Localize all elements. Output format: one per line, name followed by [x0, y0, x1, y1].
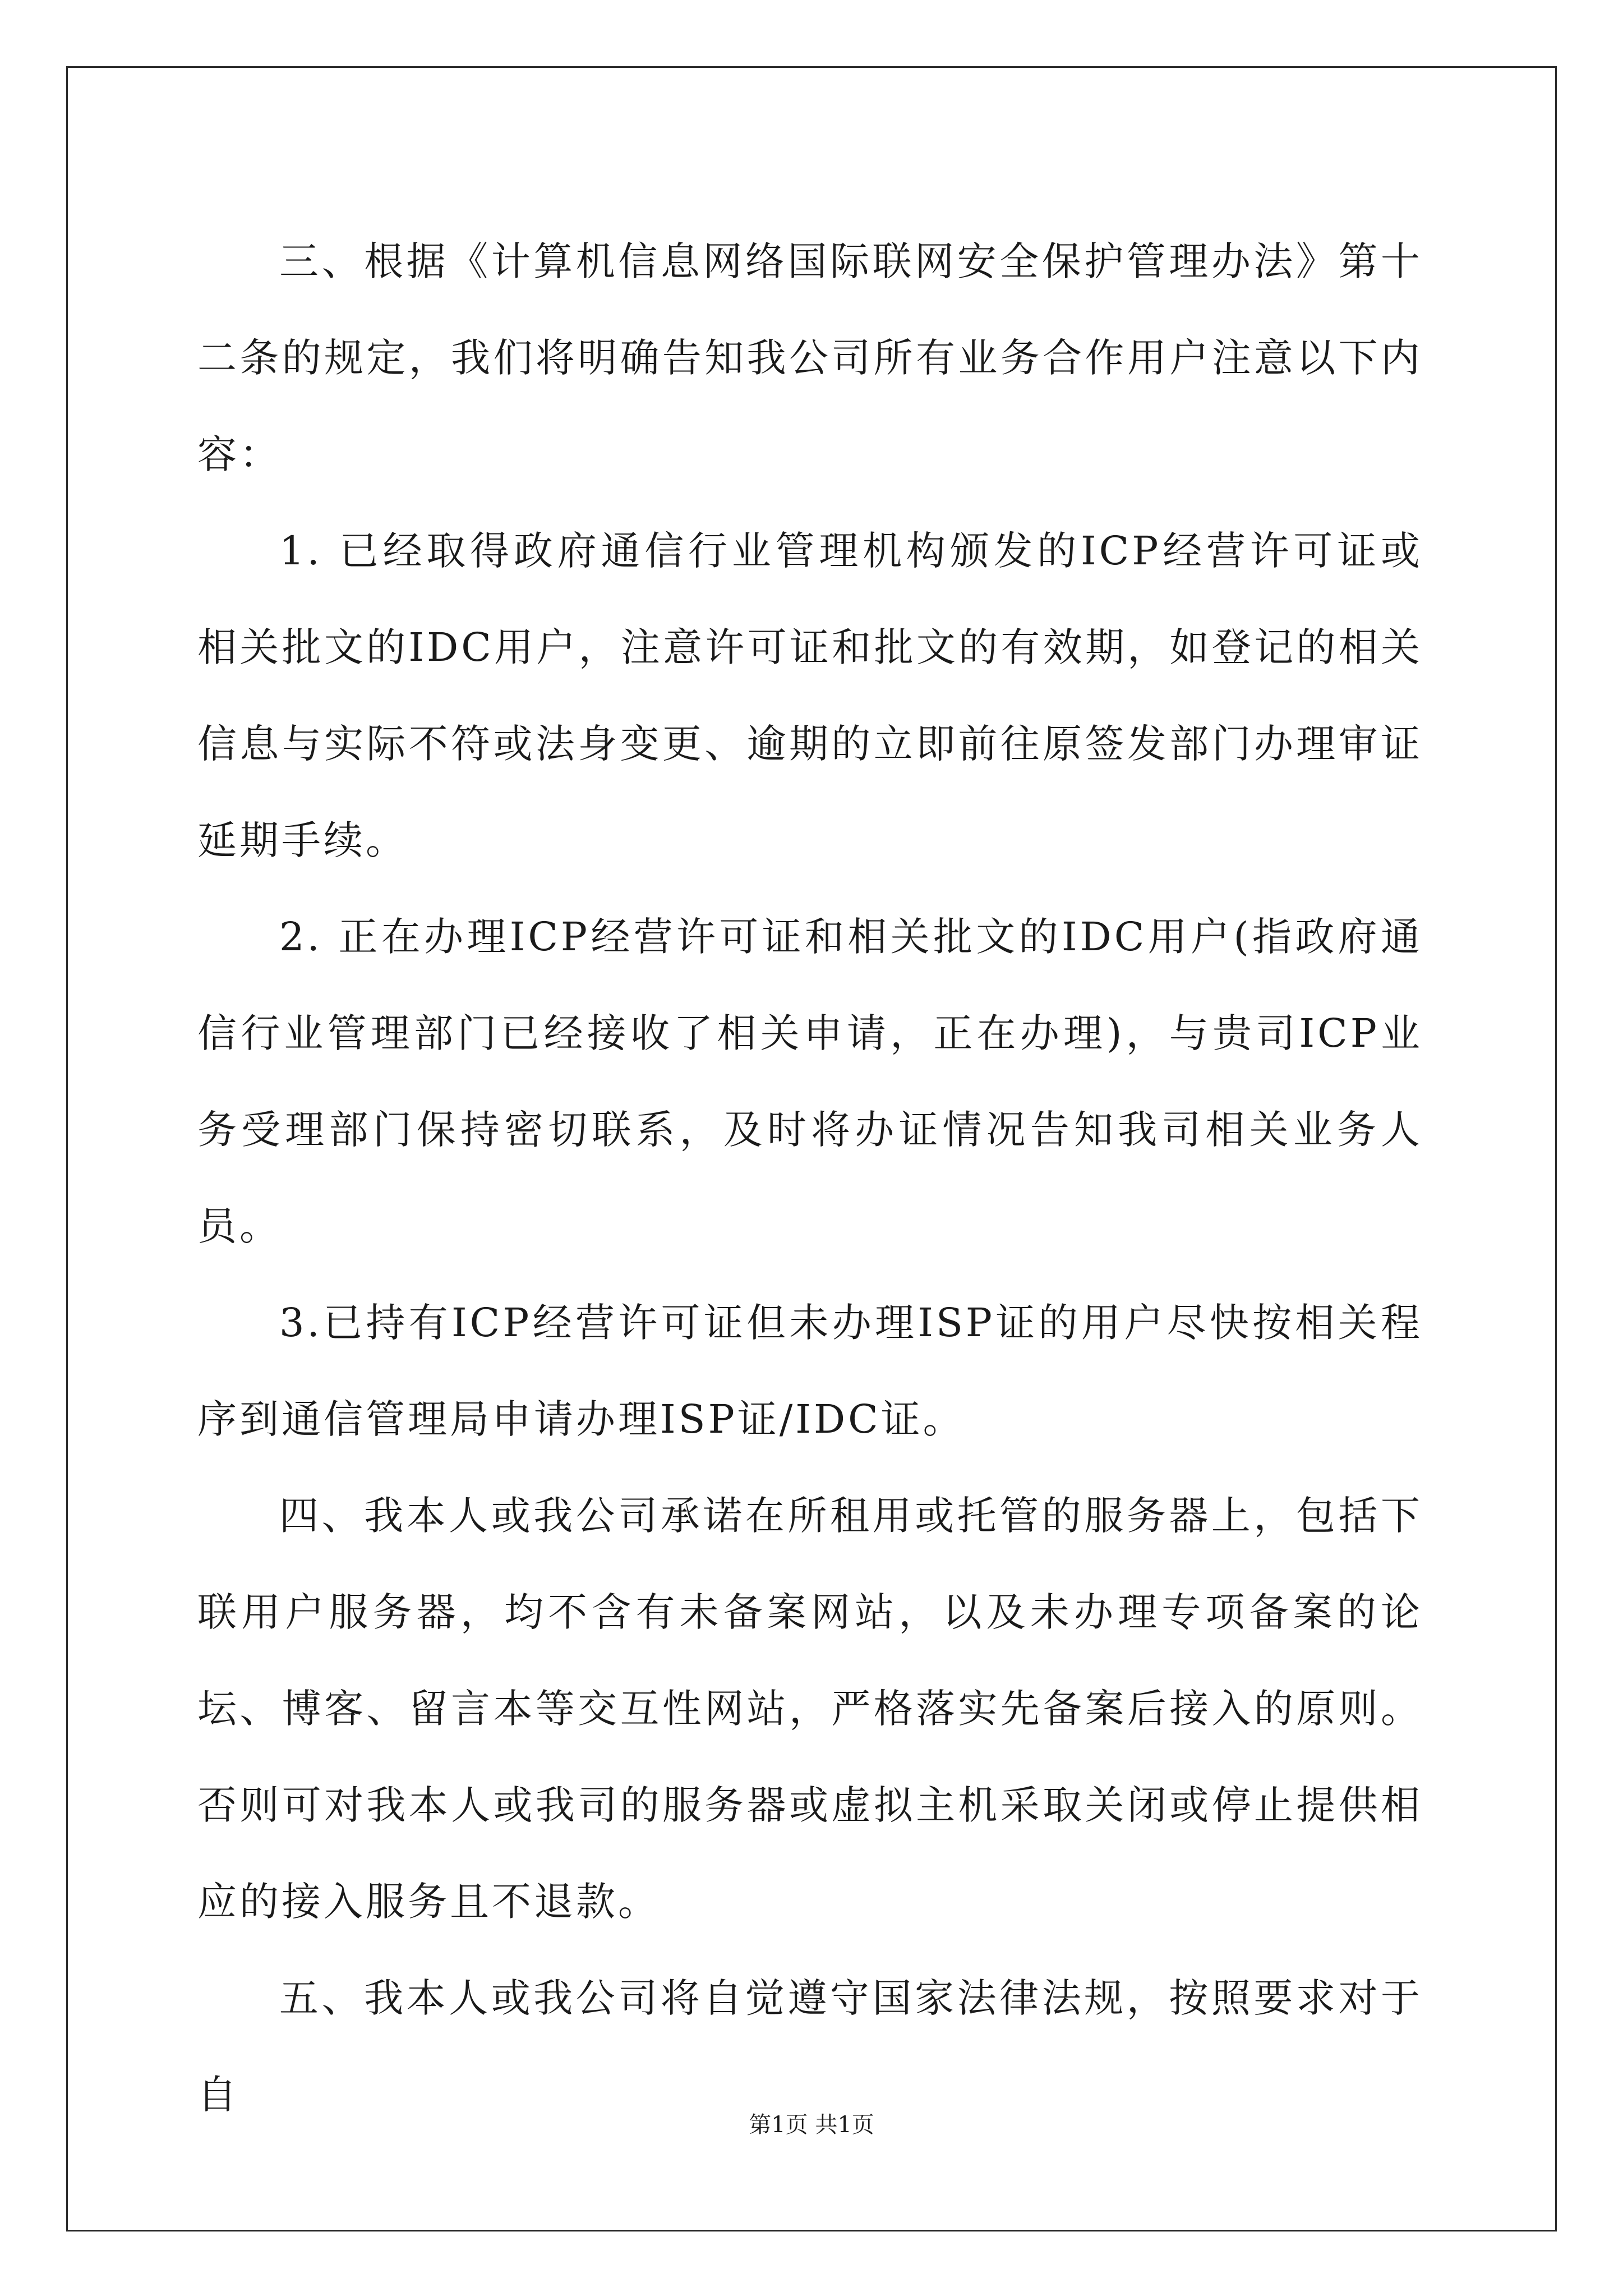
- paragraph-clause-4: 四、我本人或我公司承诺在所租用或托管的服务器上，包括下联用户服务器，均不含有未备案网站，以及未办理专项备案的论坛、博客、留言本等交互性网站，严格落实先备案后接入的原则。否则可对我本人或我司的服务器或虚拟主机采取关闭或停止提供相应的接入服务且不退款。: [197, 1493, 1423, 1925]
- paragraph-item-2: 2. 正在办理ICP经营许可证和相关批文的IDC用户(指政府通信行业管理部门已经接收了相关申请，正在办理)，与贵司ICP业务受理部门保持密切联系，及时将办证情况告知我司相关业务人员。: [197, 914, 1423, 1249]
- paragraph-clause-5: 五、我本人或我公司将自觉遵守国家法律法规，按照要求对于自: [197, 1975, 1423, 2118]
- paragraph-clause-3: 三、根据《计算机信息网络国际联网安全保护管理办法》第十二条的规定，我们将明确告知我公司所有业务合作用户注意以下内容：: [197, 238, 1423, 477]
- paragraph-item-3: 3.已持有ICP经营许可证但未办理ISP证的用户尽快按相关程序到通信管理局申请办理ISP证/IDC证。: [197, 1300, 1423, 1442]
- page-number-footer: 第1页 共1页: [749, 2112, 874, 2138]
- paragraph-item-1: 1. 已经取得政府通信行业管理机构颁发的ICP经营许可证或相关批文的IDC用户，注意许可证和批文的有效期，如登记的相关信息与实际不符或法身变更、逾期的立即前往原签发部门办理审证延期手续。: [197, 528, 1423, 863]
- document-body: [197, 213, 1423, 2143]
